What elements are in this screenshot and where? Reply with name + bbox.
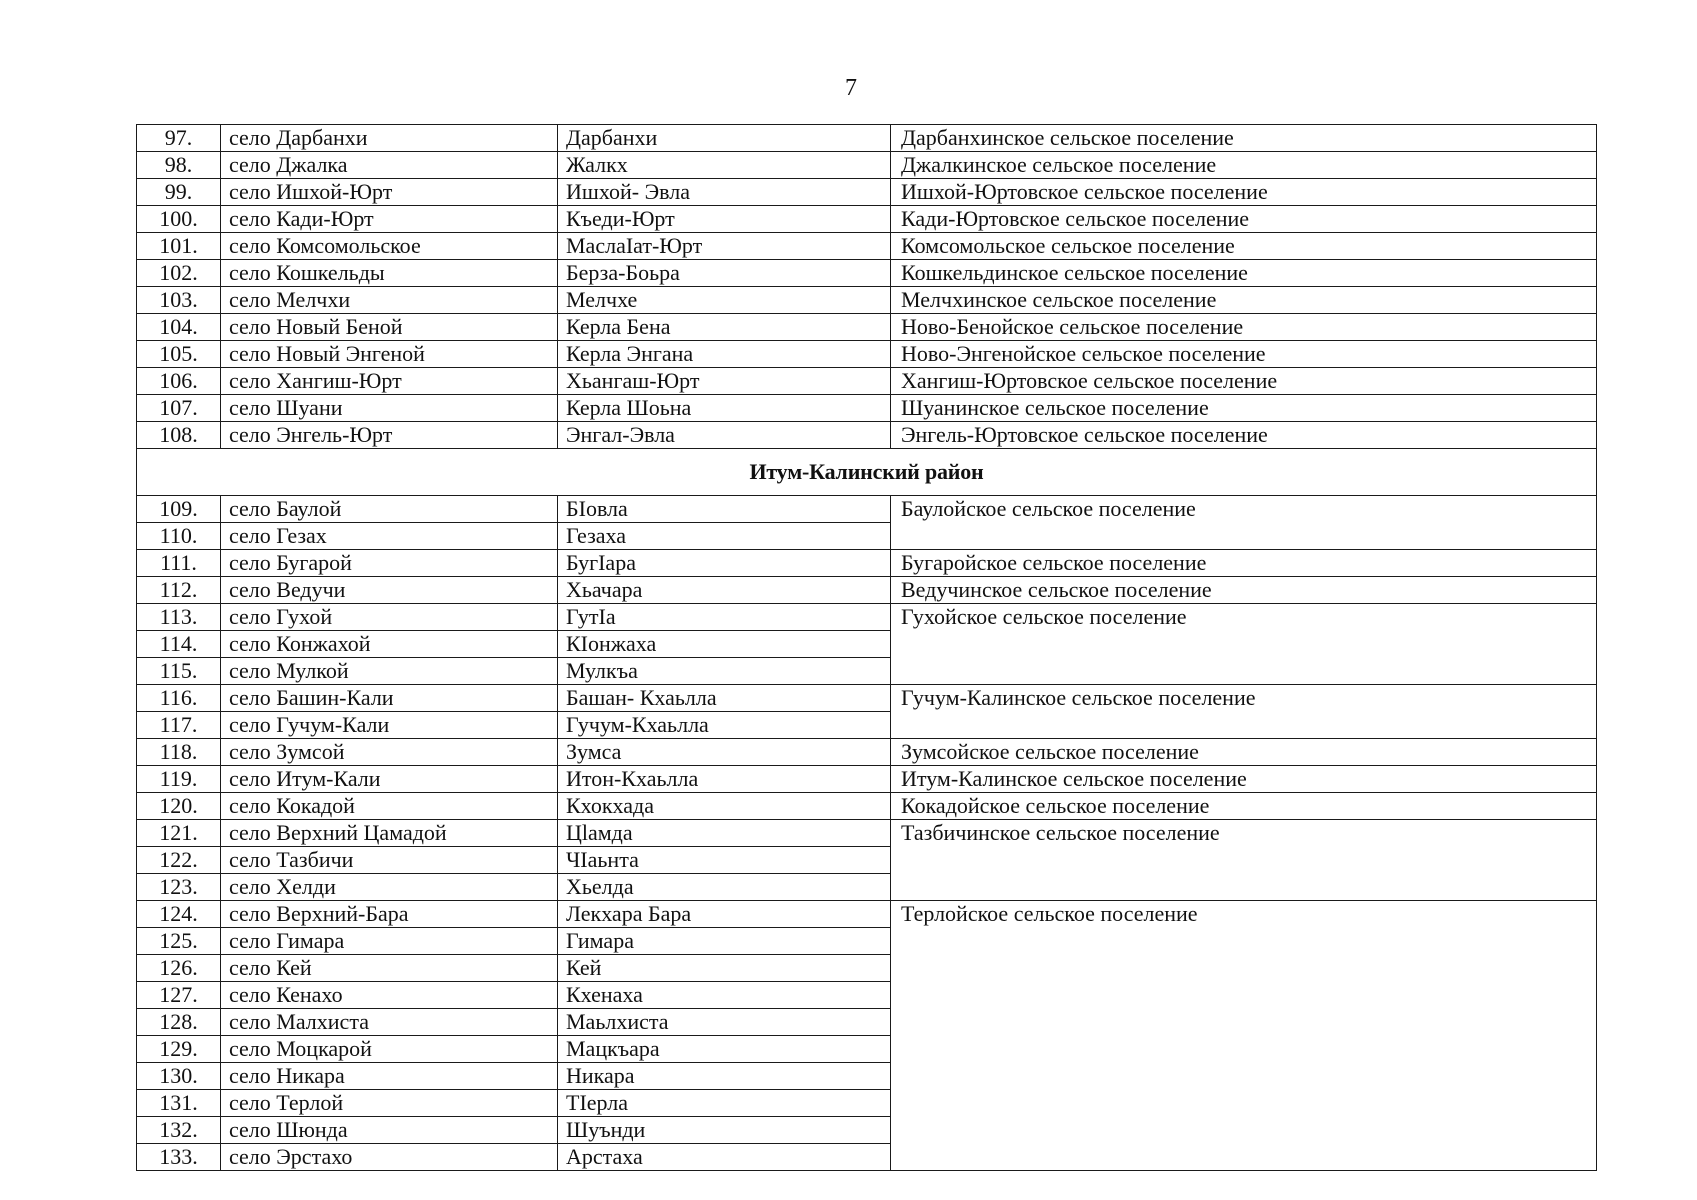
- settlement-name: село Моцкарой: [221, 1036, 558, 1063]
- chechen-name: ТIерла: [558, 1090, 891, 1117]
- table-row: [137, 206, 1597, 233]
- settlement-name: село Мелчхи: [221, 287, 558, 314]
- row-number: 112.: [137, 577, 221, 604]
- table-row: [137, 341, 1597, 368]
- row-number: 126.: [137, 955, 221, 982]
- settlement-municipality: Энгель-Юртовское сельское поселение: [891, 422, 1597, 449]
- chechen-name: Къеди-Юрт: [558, 206, 891, 233]
- settlement-municipality: Комсомольское сельское поселение: [891, 233, 1597, 260]
- settlement-name: село Шюнда: [221, 1117, 558, 1144]
- settlement-municipality: Ново-Энгенойское сельское поселение: [891, 341, 1597, 368]
- table-row: [137, 766, 1597, 793]
- settlement-name: село Дарбанхи: [221, 125, 558, 152]
- settlement-name: село Кей: [221, 955, 558, 982]
- settlement-name: село Ишхой-Юрт: [221, 179, 558, 206]
- table-row: [137, 739, 1597, 766]
- table-row: [137, 550, 1597, 577]
- chechen-name: Зумса: [558, 739, 891, 766]
- table-row: [137, 685, 1597, 712]
- chechen-name: Кхенаха: [558, 982, 891, 1009]
- settlement-municipality: Мелчхинское сельское поселение: [891, 287, 1597, 314]
- settlement-name: село Баулой: [221, 496, 558, 523]
- table-row: [137, 422, 1597, 449]
- settlement-municipality: Тазбичинское сельское поселение: [891, 820, 1597, 901]
- row-number: 123.: [137, 874, 221, 901]
- row-number: 132.: [137, 1117, 221, 1144]
- settlement-name: село Никара: [221, 1063, 558, 1090]
- settlement-name: село Верхний-Бара: [221, 901, 558, 928]
- row-number: 98.: [137, 152, 221, 179]
- chechen-name: Никара: [558, 1063, 891, 1090]
- settlement-name: село Кади-Юрт: [221, 206, 558, 233]
- table-row: [137, 901, 1597, 928]
- row-number: 121.: [137, 820, 221, 847]
- table-row: [137, 577, 1597, 604]
- settlement-name: село Хелди: [221, 874, 558, 901]
- settlement-municipality: Дарбанхинское сельское поселение: [891, 125, 1597, 152]
- settlement-municipality: Кокадойское сельское поселение: [891, 793, 1597, 820]
- table-row: [137, 233, 1597, 260]
- row-number: 125.: [137, 928, 221, 955]
- chechen-name: Керла Шоьна: [558, 395, 891, 422]
- settlement-name: село Зумсой: [221, 739, 558, 766]
- settlement-name: село Хангиш-Юрт: [221, 368, 558, 395]
- chechen-name: Энгал-Эвла: [558, 422, 891, 449]
- settlement-municipality: Итум-Калинское сельское поселение: [891, 766, 1597, 793]
- settlement-name: село Мулкой: [221, 658, 558, 685]
- settlement-name: село Гимара: [221, 928, 558, 955]
- chechen-name: Кхокхада: [558, 793, 891, 820]
- chechen-name: Хьелда: [558, 874, 891, 901]
- chechen-name: Хьангаш-Юрт: [558, 368, 891, 395]
- settlement-name: село Кенахо: [221, 982, 558, 1009]
- row-number: 110.: [137, 523, 221, 550]
- settlement-name: село Эрстахо: [221, 1144, 558, 1171]
- settlement-name: село Бугарой: [221, 550, 558, 577]
- table-row: [137, 179, 1597, 206]
- settlements-table: [136, 124, 1597, 1171]
- settlement-municipality: Ишхой-Юртовское сельское поселение: [891, 179, 1597, 206]
- district-heading-row: [137, 449, 1597, 496]
- chechen-name: Башан- Кхаьлла: [558, 685, 891, 712]
- settlement-name: село Кокадой: [221, 793, 558, 820]
- chechen-name: ГутIа: [558, 604, 891, 631]
- settlement-municipality: Кади-Юртовское сельское поселение: [891, 206, 1597, 233]
- table-row: [137, 314, 1597, 341]
- chechen-name: Мацкъара: [558, 1036, 891, 1063]
- row-number: 103.: [137, 287, 221, 314]
- row-number: 100.: [137, 206, 221, 233]
- chechen-name: Керла Бена: [558, 314, 891, 341]
- row-number: 99.: [137, 179, 221, 206]
- chechen-name: БIовла: [558, 496, 891, 523]
- row-number: 107.: [137, 395, 221, 422]
- settlement-municipality: Терлойское сельское поселение: [891, 901, 1597, 1171]
- settlement-name: село Малхиста: [221, 1009, 558, 1036]
- chechen-name: Кей: [558, 955, 891, 982]
- settlement-municipality: Кошкельдинское сельское поселение: [891, 260, 1597, 287]
- settlement-municipality: Бугаройское сельское поселение: [891, 550, 1597, 577]
- row-number: 102.: [137, 260, 221, 287]
- settlement-municipality: Зумсойское сельское поселение: [891, 739, 1597, 766]
- table-row: [137, 604, 1597, 631]
- settlement-name: село Шуани: [221, 395, 558, 422]
- settlement-name: село Верхний Цамадой: [221, 820, 558, 847]
- row-number: 108.: [137, 422, 221, 449]
- settlement-municipality: Гухойское сельское поселение: [891, 604, 1597, 685]
- row-number: 117.: [137, 712, 221, 739]
- row-number: 101.: [137, 233, 221, 260]
- settlement-name: село Гучум-Кали: [221, 712, 558, 739]
- settlement-name: село Терлой: [221, 1090, 558, 1117]
- chechen-name: Гимара: [558, 928, 891, 955]
- settlement-name: село Гухой: [221, 604, 558, 631]
- chechen-name: Лекхара Бара: [558, 901, 891, 928]
- chechen-name: Цlамда: [558, 820, 891, 847]
- settlement-municipality: Ведучинское сельское поселение: [891, 577, 1597, 604]
- row-number: 122.: [137, 847, 221, 874]
- settlement-name: село Гезах: [221, 523, 558, 550]
- row-number: 97.: [137, 125, 221, 152]
- settlement-name: село Джалка: [221, 152, 558, 179]
- table-row: [137, 125, 1597, 152]
- row-number: 127.: [137, 982, 221, 1009]
- settlement-municipality: Гучум-Калинское сельское поселение: [891, 685, 1597, 739]
- chechen-name: Шуънди: [558, 1117, 891, 1144]
- row-number: 129.: [137, 1036, 221, 1063]
- table-row: [137, 793, 1597, 820]
- row-number: 128.: [137, 1009, 221, 1036]
- row-number: 105.: [137, 341, 221, 368]
- table-row: [137, 820, 1597, 847]
- row-number: 111.: [137, 550, 221, 577]
- row-number: 104.: [137, 314, 221, 341]
- chechen-name: Ишхой- Эвла: [558, 179, 891, 206]
- settlement-name: село Ведучи: [221, 577, 558, 604]
- settlement-municipality: Хангиш-Юртовское сельское поселение: [891, 368, 1597, 395]
- district-heading: Итум-Калинский район: [137, 449, 1597, 496]
- chechen-name: ЧIаьнта: [558, 847, 891, 874]
- table-row: [137, 368, 1597, 395]
- row-number: 106.: [137, 368, 221, 395]
- chechen-name: Керла Энгана: [558, 341, 891, 368]
- row-number: 109.: [137, 496, 221, 523]
- row-number: 130.: [137, 1063, 221, 1090]
- chechen-name: Итон-Кхаьлла: [558, 766, 891, 793]
- table-row: [137, 260, 1597, 287]
- row-number: 120.: [137, 793, 221, 820]
- page-number: 7: [845, 75, 857, 101]
- settlement-municipality: Шуанинское сельское поселение: [891, 395, 1597, 422]
- row-number: 115.: [137, 658, 221, 685]
- row-number: 119.: [137, 766, 221, 793]
- row-number: 116.: [137, 685, 221, 712]
- table-row: [137, 287, 1597, 314]
- chechen-name: Берза-Боьра: [558, 260, 891, 287]
- chechen-name: Маьлхиста: [558, 1009, 891, 1036]
- row-number: 118.: [137, 739, 221, 766]
- row-number: 133.: [137, 1144, 221, 1171]
- settlement-name: село Новый Энгеной: [221, 341, 558, 368]
- settlement-name: село Кошкельды: [221, 260, 558, 287]
- chechen-name: Гезаха: [558, 523, 891, 550]
- settlement-name: село Комсомольское: [221, 233, 558, 260]
- table-row: [137, 395, 1597, 422]
- row-number: 113.: [137, 604, 221, 631]
- settlement-name: село Энгель-Юрт: [221, 422, 558, 449]
- chechen-name: Гучум-Кхаьлла: [558, 712, 891, 739]
- table-row: [137, 496, 1597, 523]
- settlement-name: село Тазбичи: [221, 847, 558, 874]
- row-number: 114.: [137, 631, 221, 658]
- settlement-name: село Конжахой: [221, 631, 558, 658]
- chechen-name: КIонжаха: [558, 631, 891, 658]
- row-number: 131.: [137, 1090, 221, 1117]
- table-row: [137, 152, 1597, 179]
- chechen-name: Хьачара: [558, 577, 891, 604]
- settlement-municipality: Баулойское сельское поселение: [891, 496, 1597, 550]
- chechen-name: МаслаIат-Юрт: [558, 233, 891, 260]
- settlement-municipality: Джалкинское сельское поселение: [891, 152, 1597, 179]
- chechen-name: Арстаха: [558, 1144, 891, 1171]
- chechen-name: Мулкъа: [558, 658, 891, 685]
- settlement-name: село Итум-Кали: [221, 766, 558, 793]
- settlement-name: село Башин-Кали: [221, 685, 558, 712]
- settlement-name: село Новый Беной: [221, 314, 558, 341]
- row-number: 124.: [137, 901, 221, 928]
- chechen-name: Мелчхе: [558, 287, 891, 314]
- chechen-name: БугIара: [558, 550, 891, 577]
- chechen-name: Дарбанхи: [558, 125, 891, 152]
- chechen-name: Жалкх: [558, 152, 891, 179]
- settlement-municipality: Ново-Бенойское сельское поселение: [891, 314, 1597, 341]
